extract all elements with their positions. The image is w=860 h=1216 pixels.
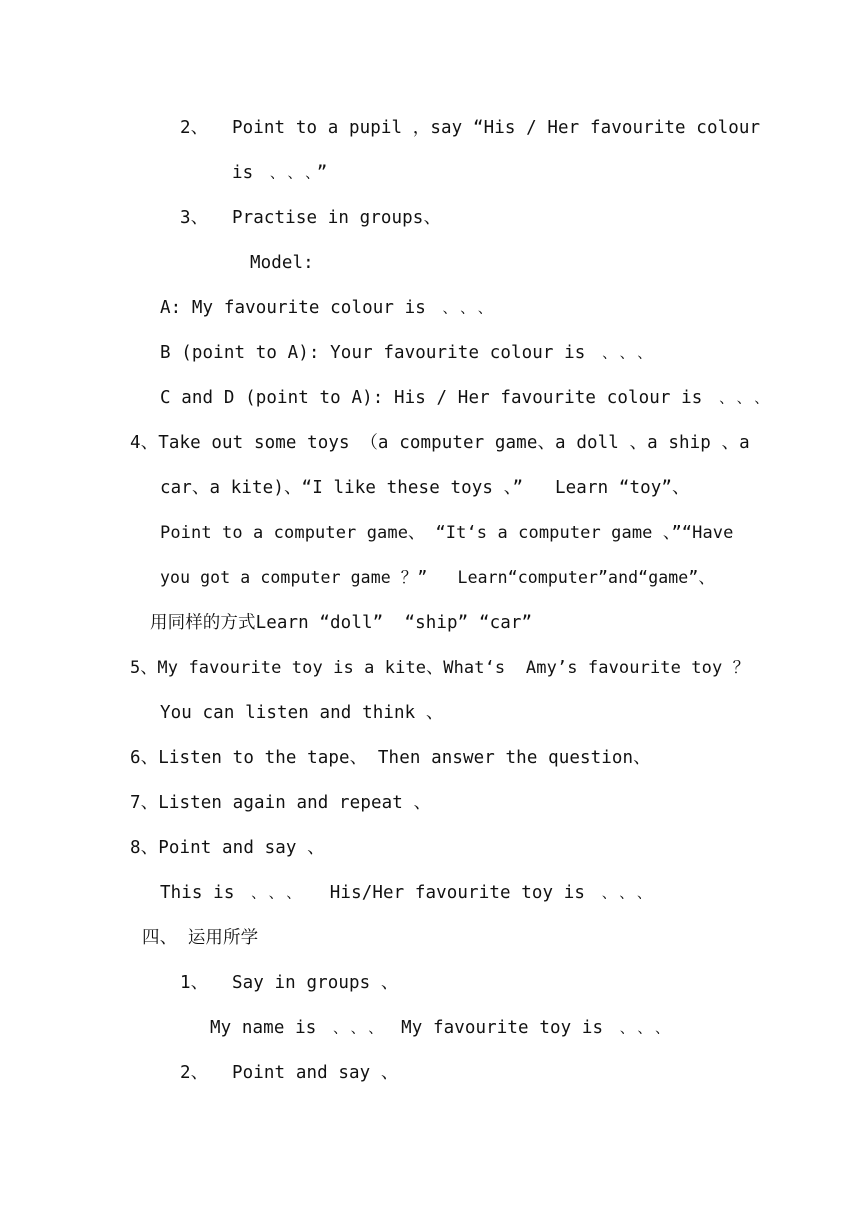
- item-number: 2、: [180, 118, 209, 138]
- text-line: A: My favourite colour is ﹑﹑﹑: [160, 298, 490, 318]
- text-line: is ﹑﹑﹑”: [232, 163, 328, 183]
- text-line: Practise in groups、: [232, 208, 442, 228]
- text-line: 4、Take out some toys （a computer game、a doll 、a ship 、a: [130, 433, 750, 453]
- text-line: My name is ﹑﹑﹑ My favourite toy is ﹑﹑﹑: [210, 1018, 667, 1038]
- text-line: Model:: [250, 253, 314, 273]
- text-line: 8、Point and say 、: [130, 838, 325, 858]
- text-line: Point to a pupil ，say “His / Her favourite colour: [232, 118, 761, 138]
- text-line: You can listen and think 、: [160, 703, 444, 723]
- text-line: Say in groups 、: [232, 973, 399, 993]
- text-line: 用同样的方式Learn “doll” “ship” “car”: [150, 613, 533, 633]
- text-line: Point and say 、: [232, 1063, 399, 1083]
- item-number: 3、: [180, 208, 209, 228]
- text-line: B (point to A): Your favourite colour is ﹑﹑﹑: [160, 343, 649, 363]
- text-line: 6、Listen to the tape、 Then answer the question、: [130, 748, 651, 768]
- item-number: 2、: [180, 1063, 209, 1083]
- text-line: Point to a computer game、 “It‘s a computer game 、”“Have: [160, 523, 734, 543]
- text-line: 7、Listen again and repeat 、: [130, 793, 432, 813]
- text-line: This is ﹑﹑﹑ His/Her favourite toy is ﹑﹑﹑: [160, 883, 649, 903]
- section-heading: 四、 运用所学: [142, 928, 259, 948]
- item-number: 1、: [180, 973, 209, 993]
- text-line: car、a kite)、“I like these toys 、” Learn “toy”、: [160, 478, 690, 498]
- text-line: 5、My favourite toy is a kite、What‘s Amy’s favourite toy ？: [130, 658, 750, 678]
- text-line: C and D (point to A): His / Her favourite colour is ﹑﹑﹑: [160, 388, 766, 408]
- text-line: you got a computer game ？” Learn“computer”and“game”、: [160, 568, 715, 587]
